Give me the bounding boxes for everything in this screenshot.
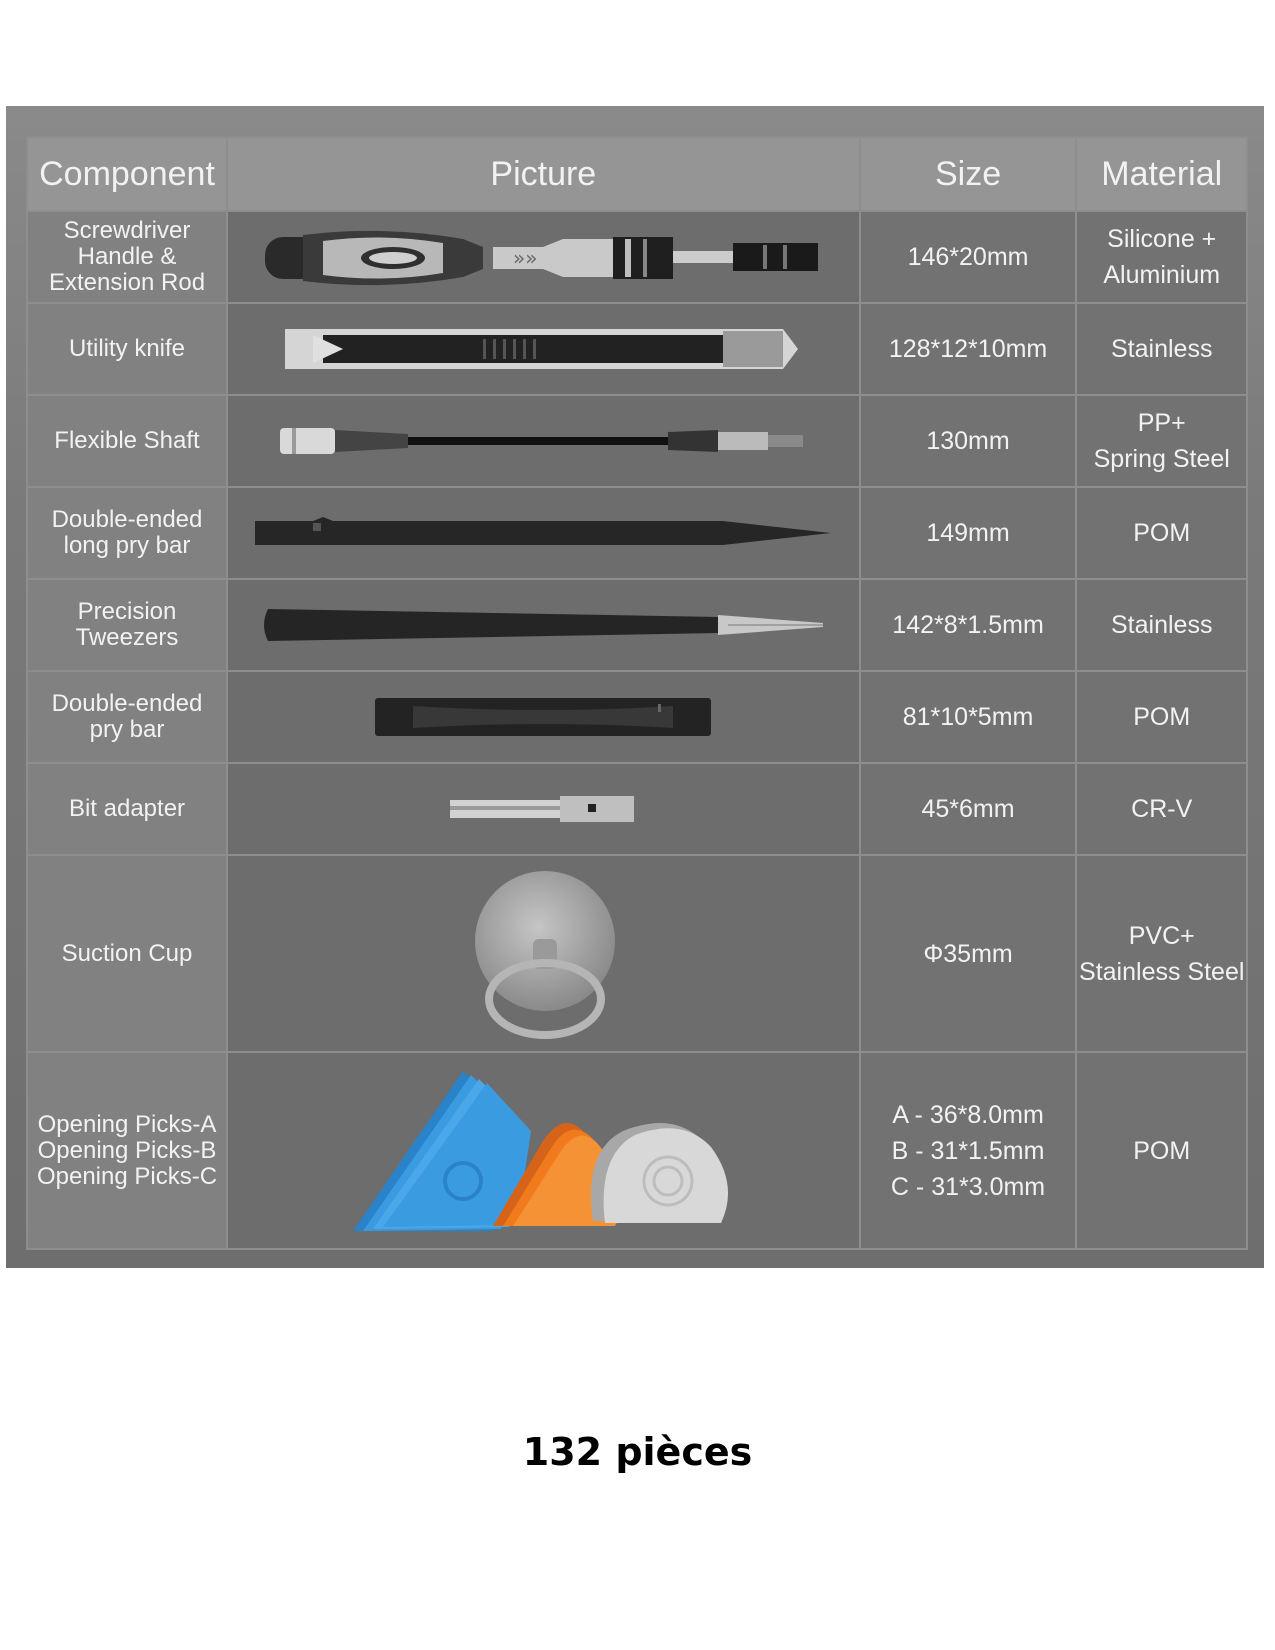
opening-picks-icon xyxy=(343,1061,743,1241)
size-cell: A - 36*8.0mm B - 31*1.5mm C - 31*3.0mm xyxy=(860,1052,1077,1249)
bit-adapter-icon xyxy=(448,792,638,826)
header-size: Size xyxy=(860,137,1077,211)
long-pry-bar-icon xyxy=(253,513,833,553)
material-cell: PP+ Spring Steel xyxy=(1076,395,1247,487)
component-cell: Double-ended pry bar xyxy=(27,671,227,763)
component-cell: Flexible Shaft xyxy=(27,395,227,487)
material-cell: POM xyxy=(1076,1052,1247,1249)
pry-bar-icon xyxy=(373,692,713,742)
table-row xyxy=(27,1052,1247,1249)
component-cell: Opening Picks-A Opening Picks-B Opening Picks-C xyxy=(27,1052,227,1249)
flexible-shaft-icon xyxy=(278,416,808,466)
material-cell: Stainless xyxy=(1076,303,1247,395)
spec-panel xyxy=(6,106,1264,1268)
tweezers-icon xyxy=(258,605,828,645)
header-component: Component xyxy=(27,137,227,211)
material-cell: PVC+ Stainless Steel xyxy=(1076,855,1247,1052)
component-cell: Screwdriver Handle & Extension Rod xyxy=(27,211,227,303)
table-row xyxy=(27,579,1247,671)
size-cell: 45*6mm xyxy=(860,763,1077,855)
material-cell: POM xyxy=(1076,487,1247,579)
size-cell: 130mm xyxy=(860,395,1077,487)
component-cell: Utility knife xyxy=(27,303,227,395)
utility-knife-icon xyxy=(283,319,803,379)
svg-text:»»: »» xyxy=(513,246,538,270)
table-row xyxy=(27,855,1247,1052)
material-cell: Silicone + Aluminium xyxy=(1076,211,1247,303)
table-row xyxy=(27,303,1247,395)
size-cell: 146*20mm xyxy=(860,211,1077,303)
size-cell: 81*10*5mm xyxy=(860,671,1077,763)
screwdriver-icon xyxy=(263,217,823,297)
suction-cup-icon xyxy=(463,869,623,1039)
component-cell: Precision Tweezers xyxy=(27,579,227,671)
header-material: Material xyxy=(1076,137,1247,211)
table-row xyxy=(27,211,1247,303)
size-cell: 149mm xyxy=(860,487,1077,579)
table-row xyxy=(27,487,1247,579)
table-row xyxy=(27,671,1247,763)
size-cell: Φ35mm xyxy=(860,855,1077,1052)
size-cell: 128*12*10mm xyxy=(860,303,1077,395)
component-cell: Suction Cup xyxy=(27,855,227,1052)
material-cell: POM xyxy=(1076,671,1247,763)
table-row xyxy=(27,763,1247,855)
header-row xyxy=(27,137,1247,211)
component-cell: Bit adapter xyxy=(27,763,227,855)
spec-table xyxy=(26,136,1248,1250)
table-row xyxy=(27,395,1247,487)
size-cell: 142*8*1.5mm xyxy=(860,579,1077,671)
footer-caption: 132 pièces xyxy=(522,1430,753,1474)
component-cell: Double-ended long pry bar xyxy=(27,487,227,579)
material-cell: Stainless xyxy=(1076,579,1247,671)
header-picture: Picture xyxy=(227,137,860,211)
pick-c-group xyxy=(591,1123,728,1223)
material-cell: CR-V xyxy=(1076,763,1247,855)
